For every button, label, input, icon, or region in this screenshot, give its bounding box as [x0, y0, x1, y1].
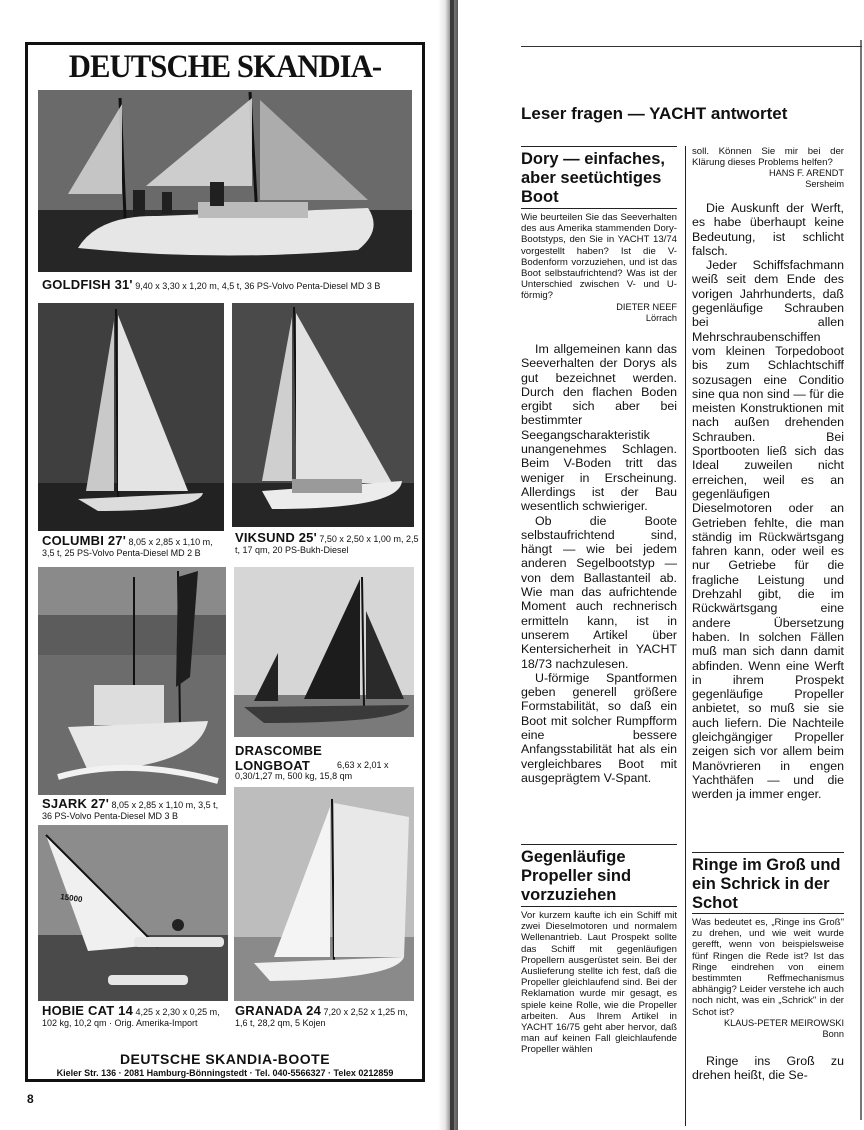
- answer-paragraph: Jeder Schiffsfachmann weiß seit dem Ende des vorigen Jahrhunderts, daß gegenläufige Schrauben bei allen Mehrschraubenschiffen vom kleinen Torpedoboot bis zum Schlachtschiff sozusagen eine Conditio sine qua non sind — für die meisten Konstruktionen mit nach außen drehenden Schrauben. Bei Sportbooten ließ sich das Ideal zuweilen nicht erreichen, weil es an gegenläufigen Dieselmotoren oder an Getrieben fehlte, die man ständig im Rückwärtsgang fahren kann, oder weil es nur Getriebe für die fragliche Leistung und Drehzahl gibt, die im Rückwärtsgang eine andere Übersetzung haben. In solchen Fällen muß man sich dann damit abfinden. Wenn eine Werft in ihrem Prospekt gegenläufige Propeller anbietet, so muß sie sie auch liefern. Die Nachteile gleichgängiger Propeller zeigen sich vor allem beim Manövrieren in engen Yachthäfen — und die werden ja immer enger.: [692, 258, 844, 802]
- boat-name: COLUMBI 27': [42, 533, 127, 548]
- question-author: HANS F. ARENDT: [768, 168, 844, 179]
- article-title-ringe: Ringe im Groß und ein Schrick in der Schot: [692, 856, 841, 912]
- answer-paragraph: Ob die Boote selbstaufrichtend sind, hängt — wie bei jedem anderen Segelbootstyp — von dem Ballastanteil ab. Wie man das aufrichtende Moment auch rechnerisch ermitteln kann, ist in unserem Artikel über Kentersicherheit in YACHT 18/73 nachzulesen.: [521, 513, 677, 671]
- answer-paragraph: U-förmige Spantformen geben generell größere Formstabilität, so daß ein Boot mit solcher Rumpfform eine bessere Anfangsstabilität hat als ein vergleichbares Boot mit ausgeprägtem V-Spant.: [521, 670, 677, 785]
- boat-name: DRASCOMBE LONGBOAT: [235, 743, 323, 773]
- caption-granada: [235, 1005, 421, 1029]
- page-gutter-edge: [450, 0, 454, 1130]
- photo-viksund: [232, 303, 414, 527]
- question-city: Sersheim: [805, 179, 844, 190]
- answer-paragraph: Die Auskunft der Werft, es habe überhaupt keine Bedeutung, ist schlicht falsch.: [692, 201, 844, 258]
- skandia-advertisement: [25, 42, 425, 1082]
- answer-dory: [521, 342, 677, 785]
- column-divider: [685, 146, 686, 1126]
- boat-dims: 7,50 x 2,50 x 1,00 m, 2,5 t, 17 qm, 20 PS-Bukh-Diesel: [235, 534, 419, 555]
- question-city: Bonn: [822, 1028, 844, 1039]
- caption-viksund: [235, 532, 421, 556]
- page-gutter: [438, 0, 458, 1130]
- boat-dims: 8,05 x 2,85 x 1,10 m, 3,5 t, 36 PS-Volvo Penta-Diesel MD 3 B: [42, 800, 219, 821]
- question-ringe: [692, 917, 844, 1040]
- article-rule: [521, 146, 677, 147]
- boat-name: SJARK 27': [42, 796, 110, 811]
- caption-drascombe: [235, 743, 421, 781]
- photo-sjark: [38, 567, 226, 795]
- caption-sjark: [42, 798, 226, 822]
- photo-drascombe: [234, 567, 414, 737]
- article-title-propeller: Gegenläufige Propeller sind vorzuziehen: [521, 848, 632, 904]
- boat-dims: 8,05 x 2,85 x 1,10 m, 3,5 t, 25 PS-Volvo Penta-Diesel MD 2 B: [42, 537, 213, 558]
- question-propeller-part1: [521, 910, 677, 1056]
- answer-ringe: [692, 1054, 844, 1083]
- answer-paragraph: Ringe ins Groß zu drehen heißt, die Se-: [692, 1054, 844, 1083]
- photo-columbi: [38, 303, 224, 531]
- boat-dims: 7,20 x 2,52 x 1,25 m, 1,6 t, 28,2 qm, 5 Kojen: [235, 1007, 408, 1028]
- article-title-dory: Dory — einfaches, aber seetüchtiges Boot: [521, 150, 665, 206]
- question-city: Lörrach: [645, 312, 677, 323]
- boat-name: GRANADA 24: [235, 1003, 322, 1018]
- article-rule: [692, 913, 844, 914]
- question-text: soll. Können Sie mir bei der Klärung dieses Problems helfen?: [692, 146, 844, 169]
- page-number: 8: [27, 1092, 34, 1106]
- question-dory: [521, 212, 677, 324]
- answer-propeller: [692, 201, 844, 801]
- boat-name: VIKSUND 25': [235, 530, 317, 545]
- article-rule: [521, 906, 677, 907]
- photo-granada: [234, 787, 414, 1001]
- question-author: DIETER NEEF: [616, 301, 677, 312]
- sail-number: 15000: [59, 892, 84, 905]
- boat-name: HOBIE CAT 14: [42, 1003, 134, 1018]
- question-propeller-part2: [692, 146, 844, 190]
- photo-goldfish: [38, 90, 412, 272]
- question-text: Wie beurteilen Sie das Seeverhalten des aus Amerika stammenden Dory-Bootstyps, den Sie in YACHT 13/74 vorgestellt haben? Ist die V-Bodenform vorzuziehen, und ist das Boot selbstaufrichtend? Was ist der Unterschied zwischen V- und U-förmig?: [521, 212, 677, 302]
- article-rule: [521, 208, 677, 209]
- ad-title: DEUTSCHE SKANDIA-: [68, 49, 382, 85]
- caption-hobie-cat: [42, 1005, 226, 1029]
- caption-columbi: [42, 535, 224, 559]
- top-rule: [521, 46, 862, 47]
- ad-footer-name: DEUTSCHE SKANDIA-BOOTE: [119, 1051, 331, 1067]
- boat-dims: 6,63 x 2,01 x 0,30/1,27 m, 500 kg, 15,8 qm: [235, 760, 389, 781]
- article-rule: [692, 852, 844, 853]
- answer-paragraph: Im allgemeinen kann das Seeverhalten der Dorys als gut bezeichnet werden. Durch den flachen Boden ergibt sich aber bei bestimmter Seegangscharakteristik unangenehmes Schlagen. Beim V-Boden tritt das weniger in Erscheinung. Allerdings ist der Bau wesentlich schwieriger.: [521, 342, 677, 514]
- question-text: Was bedeutet es, „Ringe ins Groß" zu drehen, und wie weit wurde gerefft, wenn von beispielsweise fünf Ringen die Rede ist? Ist das Ringe eindrehen von einem bestimmten Reffmechanismus abhängig? Leider verstehe ich auch noch nicht, was ein „Schrick" in der Schot ist?: [692, 917, 845, 1018]
- page-right-edge: [860, 40, 862, 1120]
- boat-dims: 4,25 x 2,30 x 0,25 m, 102 kg, 10,2 qm · Orig. Amerika-Import: [42, 1007, 220, 1028]
- question-author: KLAUS-PETER MEIROWSKI: [724, 1017, 844, 1028]
- caption-goldfish: [42, 279, 412, 292]
- ad-footer-address: Kieler Str. 136 · 2081 Hamburg-Bönningstedt · Tel. 040-5566327 · Telex 0212859: [56, 1068, 394, 1078]
- photo-hobie-cat: [38, 825, 228, 1001]
- section-heading: Leser fragen — YACHT antwortet: [521, 104, 788, 123]
- article-rule: [521, 844, 677, 845]
- boat-name: GOLDFISH 31': [42, 277, 133, 292]
- question-text: Vor kurzem kaufte ich ein Schiff mit zwei Dieselmotoren und normalem Wellenantrieb. Laut Prospekt sollte das Schiff mit gegenläufigen Propellern ausgerüstet sein. Bei der Auslieferung stellte ich fest, daß die Propeller gleichlaufend sind. Bei der Reklamation wurde mir gesagt, es spiele keine Rolle, wie die Propeller arbeiten. Aus Ihrem Artikel in YACHT 16/75 geht aber hervor, daß man auf keinen Fall gleichlaufende Propeller wählen: [521, 910, 677, 1056]
- boat-dims: 9,40 x 3,30 x 1,20 m, 4,5 t, 36 PS-Volvo Penta-Diesel MD 3 B: [135, 281, 381, 291]
